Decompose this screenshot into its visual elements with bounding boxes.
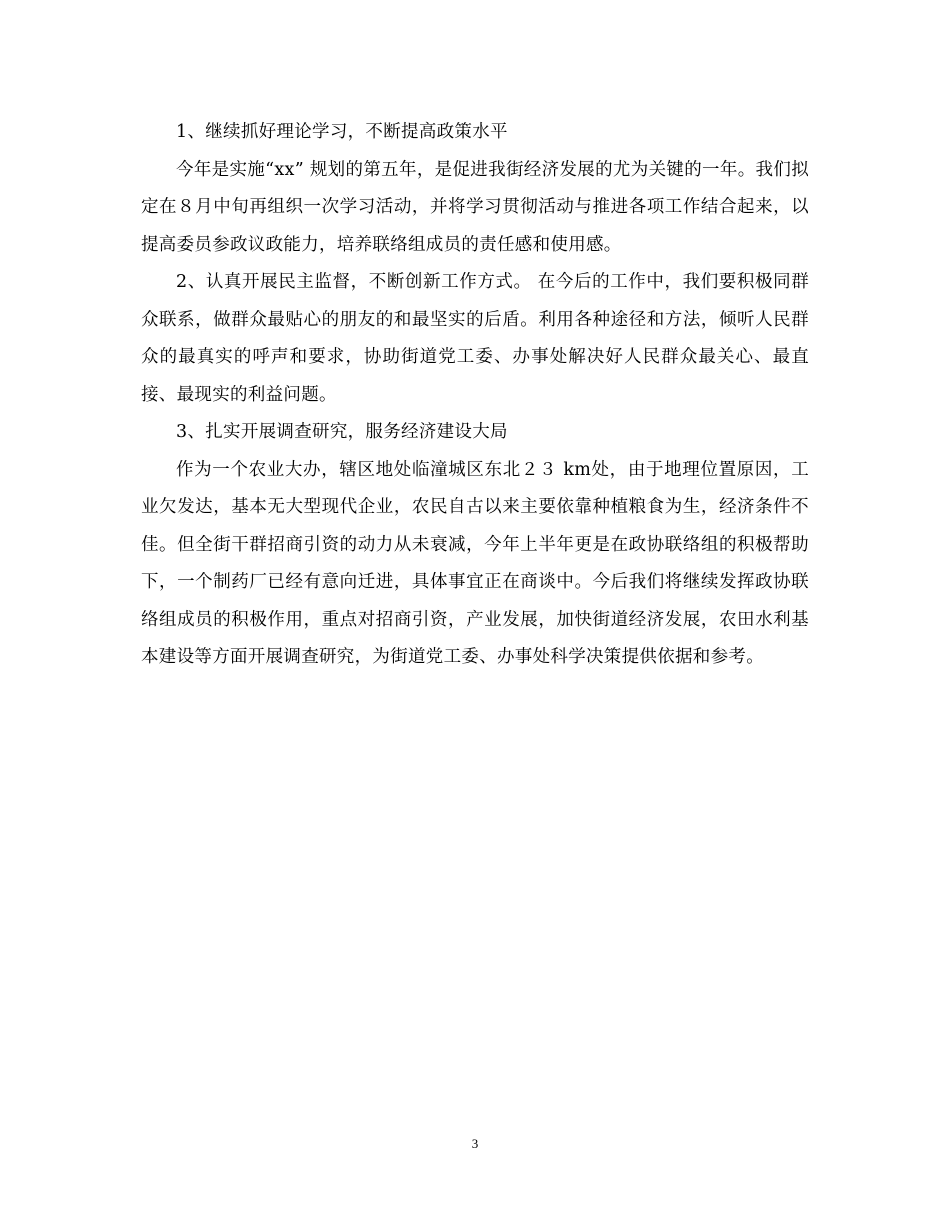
heading-item-1: 1、继续抓好理论学习，不断提高政策水平 [176,122,508,142]
heading-item-3: 3、扎实开展调查研究，服务经济建设大局 [176,422,508,442]
page-number: 3 [471,1136,479,1151]
document-body [141,114,809,677]
body-paragraph-1: 今年是实施“xx” 规划的第五年，是促进我街经济发展的尤为关键的一年。我们拟定在８月中旬再组织一次学习活动，并将学习贯彻活动与推进各项工作结合起来，以提高委员参政议政能力，培养联络组成员的责任感和使用感。 [141,159,809,255]
body-paragraph-2: 2、认真开展民主监督，不断创新工作方式。 在今后的工作中，我们要积极同群众联系，做群众最贴心的朋友的和最坚实的后盾。利用各种途径和方法，倾听人民群众的最真实的呼声和要求，协助街道党工委、办事处解决好人民群众最关心、最直接、最现实的利益问题。 [141,272,809,405]
body-paragraph-3: 作为一个农业大办，辖区地处临潼城区东北２３ km处，由于地理位置原因，工业欠发达，基本无大型现代企业，农民自古以来主要依靠种植粮食为生，经济条件不佳。但全街干群招商引资的动力从未衰减，今年上半年更是在政协联络组的积极帮助下，一个制药厂已经有意向迁进，具体事宜正在商谈中。今后我们将继续发挥政协联络组成员的积极作用，重点对招商引资，产业发展，加快街道经济发展，农田水利基本建设等方面开展调查研究，为街道党工委、办事处科学决策提供依据和参考。 [141,459,809,667]
